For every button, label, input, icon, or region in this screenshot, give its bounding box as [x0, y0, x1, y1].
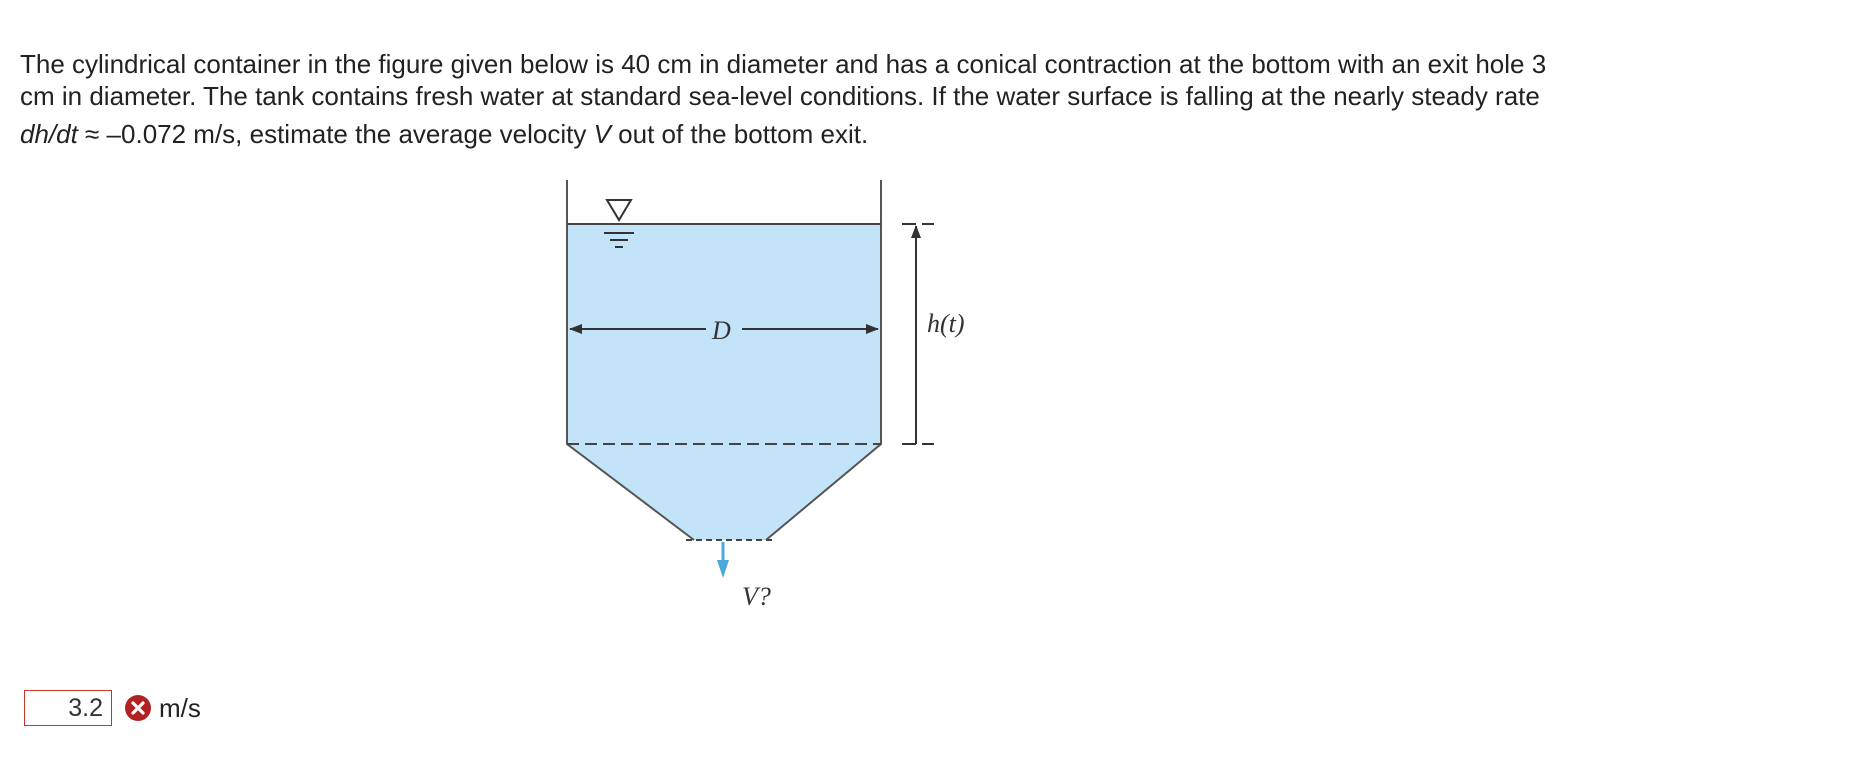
question-line-3	[20, 118, 1740, 150]
velocity-label: V?	[742, 582, 771, 611]
question-text	[20, 48, 1740, 150]
tank-diagram	[540, 168, 1020, 628]
water-fill	[567, 224, 881, 540]
question-tail-text: out of the bottom exit.	[610, 119, 869, 149]
answer-unit: m/s	[159, 692, 201, 723]
answer-row	[24, 688, 201, 728]
diameter-label: D	[712, 316, 731, 345]
rate-text: ≈ –0.072 m/s, estimate the average velocity	[77, 119, 594, 149]
velocity-arrow	[717, 542, 729, 578]
tank-figure	[540, 168, 1020, 628]
answer-input[interactable]	[24, 690, 112, 726]
question-line-2: cm in diameter. The tank contains fresh water at standard sea-level conditions. If the water surface is falling at the nearly steady rate	[20, 81, 1540, 111]
question-line-1: The cylindrical container in the figure given below is 40 cm in diameter and has a conical contraction at the bottom with an exit hole 3	[20, 49, 1547, 79]
height-label: h(t)	[927, 309, 965, 338]
dh-dt-symbol: dh/dt	[20, 119, 78, 149]
velocity-symbol: V	[593, 119, 611, 149]
incorrect-x-icon	[124, 694, 152, 722]
